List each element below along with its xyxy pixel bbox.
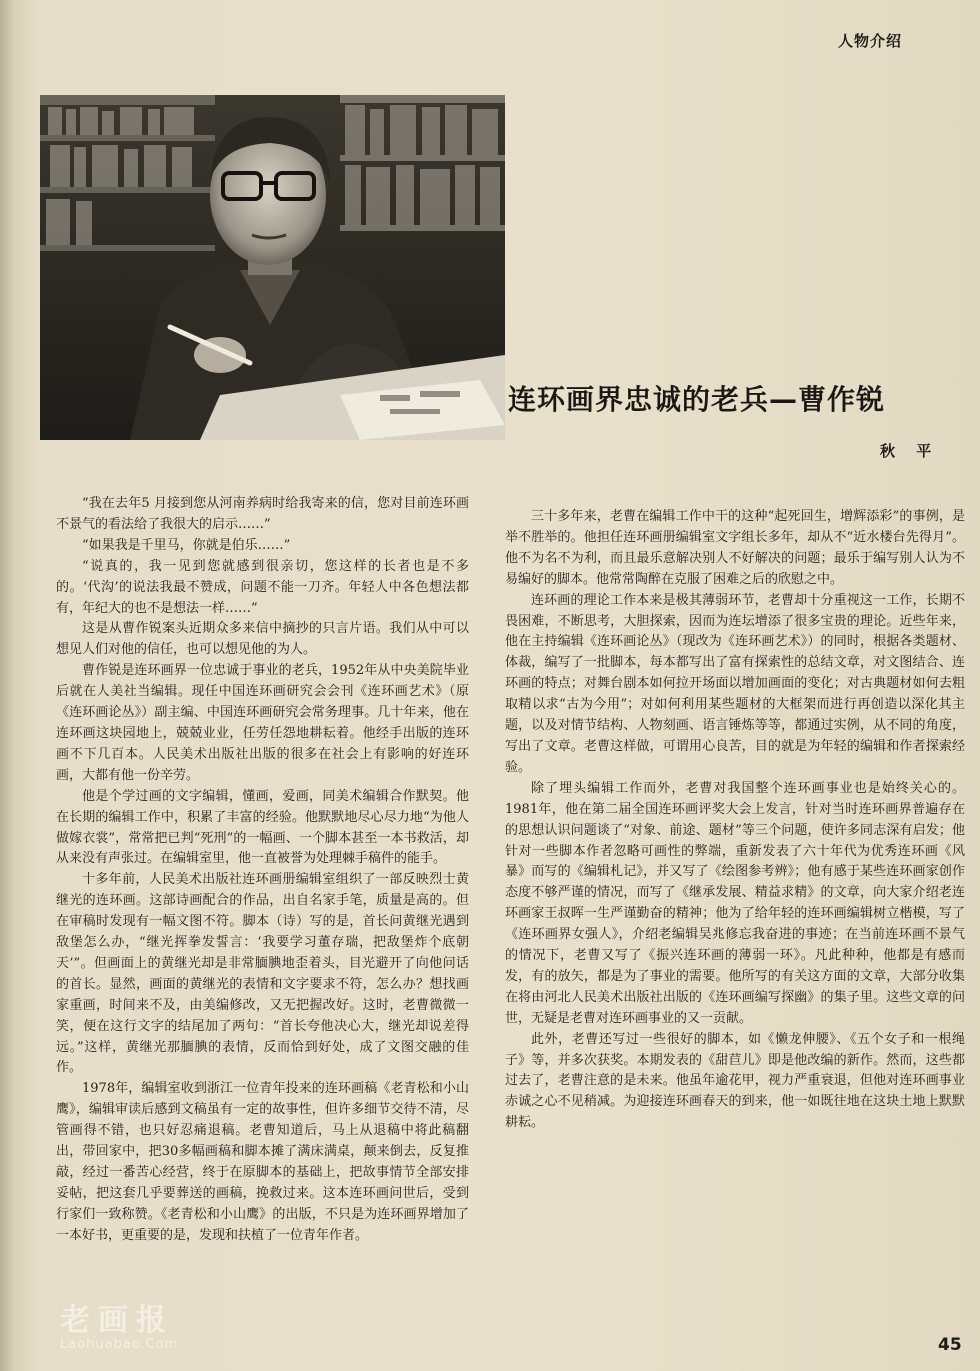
paragraph: “如果我是千里马，你就是伯乐……” (82, 537, 291, 553)
paragraph: “说真的，我一见到您就感到很亲切，您这样的长者也是不多的。‘代沟’的说法我最不赞成，问题不能一刀齐。年轻人中各色想法都有，年纪大的也不是想法一样……” (56, 558, 469, 616)
article-title: 连环画界忠诚的老兵—曹作锐 (508, 383, 886, 416)
paragraph: “我在去年5 月接到您从河南养病时给我寄来的信，您对目前连环画不景气的看法给了我很大的启示……” (56, 496, 469, 532)
article-left-column (56, 494, 469, 1247)
site-watermark (60, 1295, 260, 1352)
portrait-photo (40, 95, 505, 440)
author-byline: 秋 平 (880, 442, 940, 460)
paragraph: 这是从曹作锐案头近期众多来信中摘抄的只言片语。我们从中可以想见人们对他的信任，也可以想见他的为人。 (56, 621, 469, 658)
paragraph: 十多年前，人民美术出版社连环画册编辑室组织了一部反映烈士黄继光的连环画。这部诗画配合的作品，出自名家手笔，质量是高的。但在审稿时发现有一幅文图不符。脚本（诗）写的是，首长问黄继光遇到敌堡怎么办，“继光挥拳发誓言：‘我要学习董存瑞，把敌堡炸个底朝天’”。但画面上的黄继光却是非常腼腆地歪着头，目光避开了向他问话的首长。显然，画面的黄继光的表情和文字要求不符，怎么办？想找画家重画，时间来不及，由美编修改，又无把握改好。这时，老曹微微一笑，便在这行文字的结尾加了两句：“首长夸他决心大，继光却说差得远。”这样，黄继光那腼腆的表情，反而恰到好处，成了文图交融的佳作。 (56, 872, 469, 1076)
paragraph: 连环画的理论工作本来是极其薄弱环节，老曹却十分重视这一工作，长期不畏困难，不断思考，大胆探索，因而为连坛增添了很多宝贵的理论。近些年来，他在主持编辑《连环画论丛》（现改为《连环画艺术》）的同时，根据各类题材、体裁，编写了一批脚本，每本都写出了富有探索性的总结文章，对文图结合、连环画的特点；对舞台剧本如何拉开场面以增加画面的变化；对古典题材如何去粗取精以求“古为今用”；对如何利用某些题材的大框架而进行再创造以深化其主题，以及对情节结构、人物刻画、语言锤炼等等，都通过实例，从不同的角度，写出了文章。老曹这样做，可谓用心良苦，目的就是为年轻的编辑和作者探索经验。 (505, 592, 965, 775)
paragraph: 曹作锐是连环画界一位忠诚于事业的老兵，1952年从中央美院毕业后就在人美社当编辑。现任中国连环画研究会会刊《连环画艺术》（原《连环画论丛》）副主编、中国连环画研究会常务理事。几十年来，他在连环画这块园地上，兢兢业业，任劳任怨地耕耘着。他经手出版的连环画不下几百本。人民美术出版社出版的很多在社会上有影响的好连环画，大都有他一份辛劳。 (56, 663, 469, 783)
paragraph: 此外，老曹还写过一些很好的脚本，如《懒龙伸腰》、《五个女子和一根绳子》等，并多次获奖。本期发表的《甜苣儿》即是他改编的新作。然而，这些都过去了，老曹注意的是未来。他虽年逾花甲，视力严重衰退，但他对连环画事业赤诚之心不见稍减。为迎接连环画春天的到来，他一如既往地在这块土地上默默耕耘。 (505, 1031, 965, 1131)
watermark-url: Laohuabao.Com (60, 1337, 179, 1352)
watermark-main: 老画报 (60, 1303, 174, 1338)
article-right-column (505, 507, 965, 1134)
page-number: 45 (938, 1335, 962, 1355)
paragraph: 三十多年来，老曹在编辑工作中干的这种“起死回生，增辉添彩”的事例，是举不胜举的。他担任连环画册编辑室文字组长多年，却从不“近水楼台先得月”。他不为名不为利，而且最乐意解决别人不好解决的问题；最乐于编写别人认为不易编好的脚本。他常常陶醉在克服了困难之后的欣慰之中。 (505, 509, 965, 587)
paragraph: 1978年，编辑室收到浙江一位青年投来的连环画稿《老青松和小山鹰》，编辑审读后感到文稿虽有一定的故事性，但许多细节交待不清，尽管画得不错，也只好忍痛退稿。老曹知道后，马上从退稿中将此稿翻出，带回家中，把30多幅画稿和脚本摊了满床满桌，颠来倒去，反复推敲，经过一番苦心经营，终于在原脚本的基础上，把故事情节全部安排妥帖，把这套几乎要葬送的画稿，挽救过来。这本连环画问世后，受到行家们一致称赞。《老青松和小山鹰》的出版，不只是为连环画界增加了一本好书，更重要的是，发现和扶植了一位青年作者。 (56, 1081, 469, 1243)
paragraph: 他是个学过画的文字编辑，懂画，爱画，同美术编辑合作默契。他在长期的编辑工作中，积累了丰富的经验。他默默地尽心尽力地“为他人做嫁衣裳”，常常把已判“死刑”的一幅画、一个脚本甚至一本书救活，却从来没有声张过。在编辑室里，他一直被誉为处理棘手稿件的能手。 (56, 788, 469, 867)
portrait-illustration (40, 95, 505, 440)
paragraph: 除了埋头编辑工作而外，老曹对我国整个连环画事业也是始终关心的。1981年，他在第二届全国连环画评奖大会上发言，针对当时连环画界普遍存在的思想认识问题谈了“对象、前途、题材”等三个问题，使许多同志深有启发；他针对一些脚本作者忽略可画性的弊端，重新发表了六十年代为优秀连环画《风暴》而写的《编辑札记》，并又写了《绘图参考辨》；他有感于某些连环画家创作态度不够严谨的情况，而写了《继承发展、精益求精》的文章，向大家介绍老连环画家王叔晖一生严谨勤奋的精神；他为了给年轻的连环画编辑树立楷模，写了《连环画界女强人》，介绍老编辑吴兆修忘我奋进的事迹；在当前连环画不景气的情况下，老曹又写了《振兴连环画的薄弱一环》。凡此种种，他都是有感而发，有的放矢，都是为了事业的需要。他所写的有关这方面的文章，大部分收集在将由河北人民美术出版社出版的《连环画编写探幽》的集子里。这些文章的问世，无疑是老曹对连环画事业的又一贡献。 (505, 780, 965, 1026)
section-label: 人物介绍 (838, 32, 903, 50)
